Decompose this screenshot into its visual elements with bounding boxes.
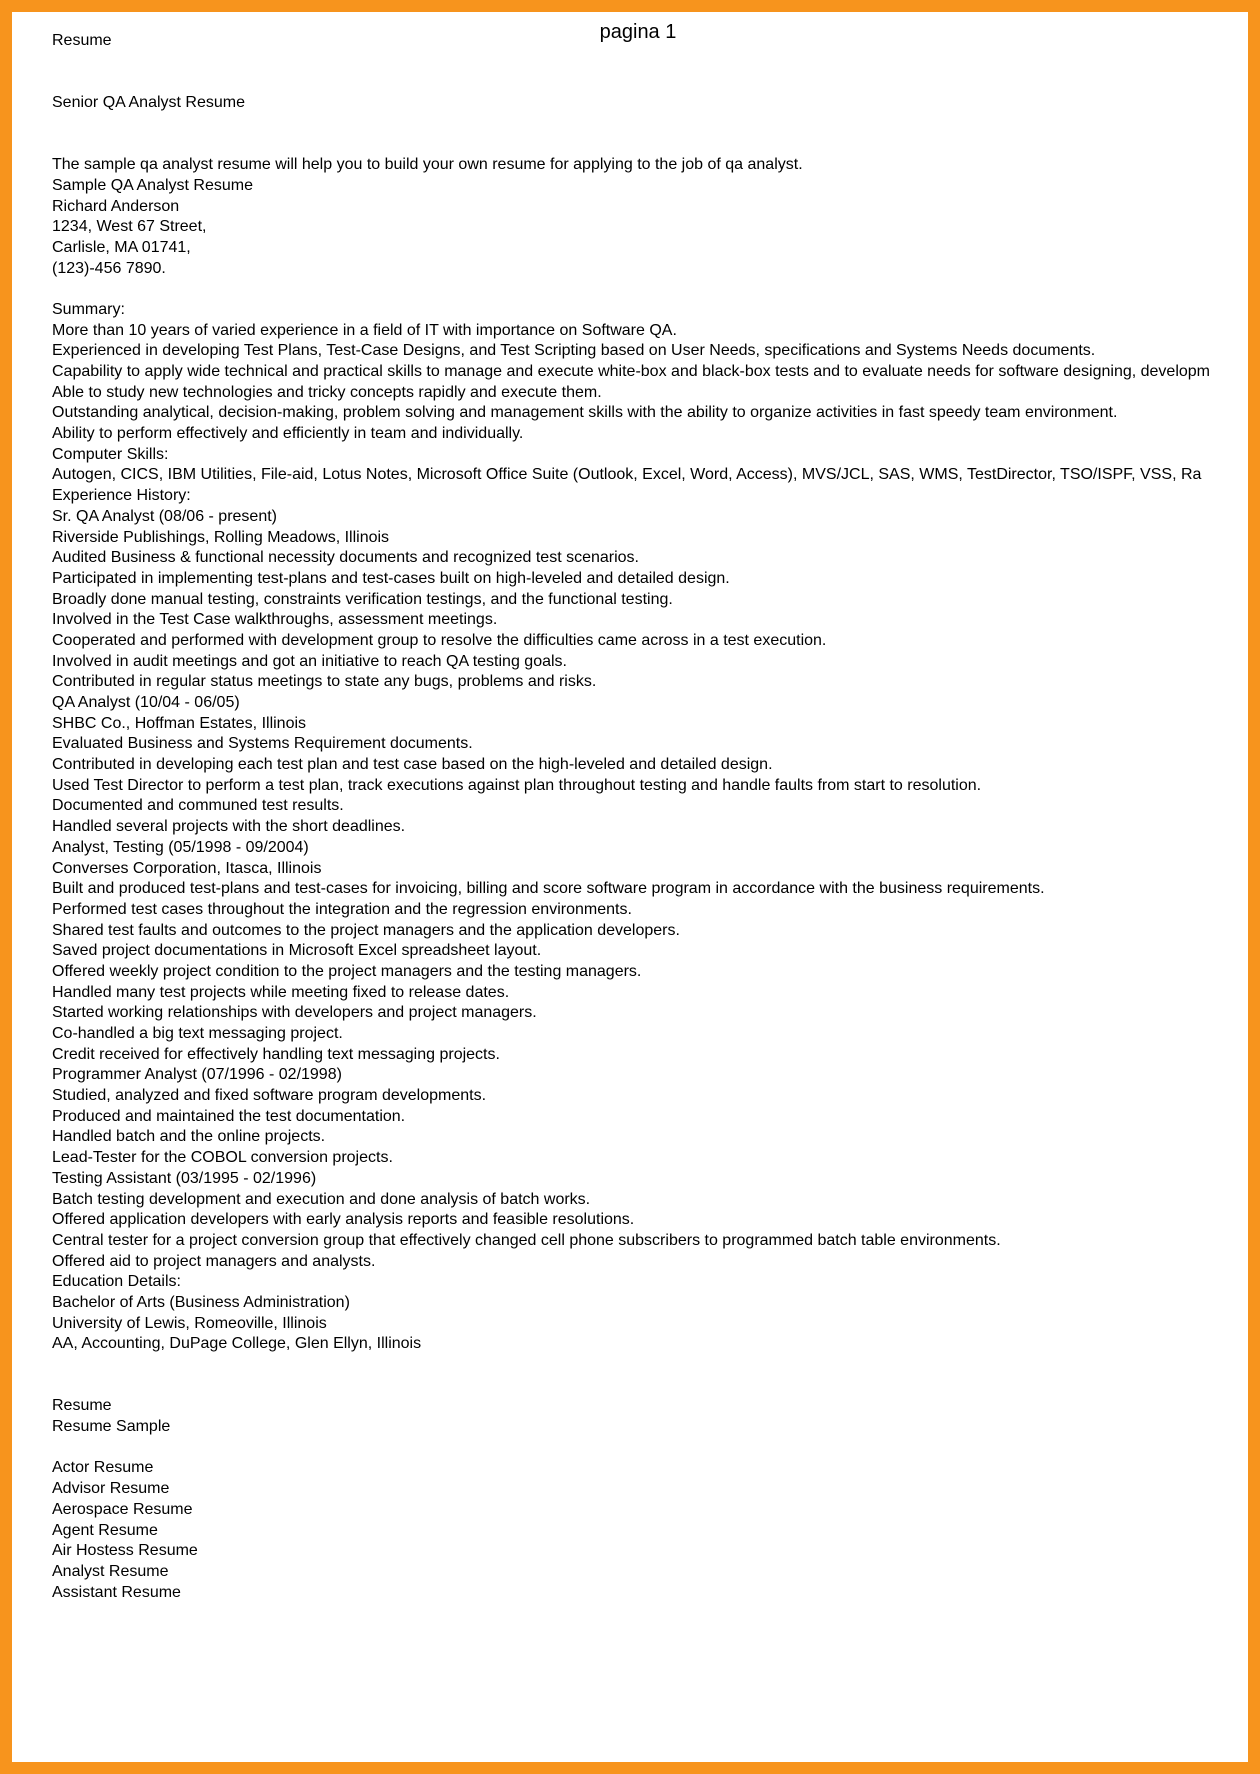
experience-line: Handled several projects with the short deadlines. xyxy=(52,818,406,836)
experience-line: Involved in audit meetings and got an initiative to reach QA testing goals. xyxy=(52,652,567,670)
education-section xyxy=(52,1272,1248,1355)
experience-line: Offered weekly project condition to the project managers and the testing managers. xyxy=(52,962,642,980)
experience-line: Testing Assistant (03/1995 - 02/1996) xyxy=(52,1169,317,1187)
document-title: Senior QA Analyst Resume xyxy=(52,94,245,112)
education-line: Bachelor of Arts (Business Administration) xyxy=(52,1293,350,1311)
summary-item: Capability to apply wide technical and practical skills to manage and execute white-box and black-box tests and to evaluate needs for software designing, developm xyxy=(52,363,1211,381)
experience-line: SHBC Co., Hoffman Estates, Illinois xyxy=(52,714,307,732)
resume-body xyxy=(52,31,1248,1603)
resume-label: Resume xyxy=(52,32,112,49)
footer-resume: Resume xyxy=(52,1397,112,1415)
sample-label: Sample QA Analyst Resume xyxy=(52,176,253,194)
footer-section xyxy=(52,1396,1248,1603)
experience-line: Sr. QA Analyst (08/06 - present) xyxy=(52,507,277,525)
address-street: 1234, West 67 Street, xyxy=(52,218,207,236)
summary-item: More than 10 years of varied experience in a field of IT with importance on Software QA. xyxy=(52,321,677,339)
experience-section xyxy=(52,486,1248,1272)
summary-item: Able to study new technologies and tricky concepts rapidly and execute them. xyxy=(52,383,602,401)
intro-description: The sample qa analyst resume will help you to build your own resume for applying to the job of qa analyst. xyxy=(52,156,803,174)
skills-heading: Computer Skills: xyxy=(52,445,169,463)
summary-item: Ability to perform effectively and efficiently in team and individually. xyxy=(52,425,524,443)
experience-line: Participated in implementing test-plans and test-cases built on high-leveled and detailed design. xyxy=(52,569,730,587)
footer-link-air-hostess-resume: Air Hostess Resume xyxy=(52,1542,198,1560)
experience-line: Handled batch and the online projects. xyxy=(52,1128,326,1146)
page-number: pagina 1 xyxy=(599,21,677,43)
experience-line: Offered aid to project managers and analysts. xyxy=(52,1252,376,1270)
experience-line: Contributed in regular status meetings to state any bugs, problems and risks. xyxy=(52,673,597,691)
experience-line: Credit received for effectively handling text messaging projects. xyxy=(52,1045,500,1063)
experience-line: Analyst, Testing (05/1998 - 09/2004) xyxy=(52,838,309,856)
experience-heading: Experience History: xyxy=(52,487,191,505)
experience-line: Broadly done manual testing, constraints verification testings, and the functional testing. xyxy=(52,590,673,608)
footer-link-aerospace-resume: Aerospace Resume xyxy=(52,1500,193,1518)
footer-link-advisor-resume: Advisor Resume xyxy=(52,1480,170,1498)
footer-link-assistant-resume: Assistant Resume xyxy=(52,1583,181,1601)
summary-section xyxy=(52,300,1248,445)
education-line: AA, Accounting, DuPage College, Glen Ellyn, Illinois xyxy=(52,1335,422,1353)
experience-line: Central tester for a project conversion group that effectively changed cell phone subscribers to programmed batch table environments. xyxy=(52,1231,1001,1249)
experience-line: Built and produced test-plans and test-cases for invoicing, billing and score software program in accordance with the business requirements. xyxy=(52,880,1045,898)
footer-link-actor-resume: Actor Resume xyxy=(52,1459,154,1477)
experience-line: Offered application developers with early analysis reports and feasible resolutions. xyxy=(52,1211,635,1229)
education-line: University of Lewis, Romeoville, Illinois xyxy=(52,1314,327,1332)
experience-line: Started working relationships with developers and project managers. xyxy=(52,1004,537,1022)
experience-line: Riverside Publishings, Rolling Meadows, Illinois xyxy=(52,528,390,546)
address-city: Carlisle, MA 01741, xyxy=(52,238,191,256)
experience-line: Saved project documentations in Microsoft Excel spreadsheet layout. xyxy=(52,942,542,960)
phone-number: (123)-456 7890. xyxy=(52,259,166,277)
summary-heading: Summary: xyxy=(52,300,125,318)
experience-line: Co-handled a big text messaging project. xyxy=(52,1025,343,1043)
experience-line: Studied, analyzed and fixed software program developments. xyxy=(52,1087,487,1105)
education-heading: Education Details: xyxy=(52,1273,181,1291)
skills-list: Autogen, CICS, IBM Utilities, File-aid, Lotus Notes, Microsoft Office Suite (Outlook, Excel, Word, Access), MVS/JCL, SAS, WMS, TestDirector, TSO/ISPF, VSS, Ra xyxy=(52,466,1202,484)
experience-line: Documented and communed test results. xyxy=(52,797,344,815)
experience-line: Handled many test projects while meeting fixed to release dates. xyxy=(52,983,510,1001)
footer-link-analyst-resume: Analyst Resume xyxy=(52,1562,169,1580)
experience-line: Shared test faults and outcomes to the project managers and the application developers. xyxy=(52,921,680,939)
experience-line: Involved in the Test Case walkthroughs, assessment meetings. xyxy=(52,611,498,629)
footer-link-agent-resume: Agent Resume xyxy=(52,1521,158,1539)
experience-line: Evaluated Business and Systems Requirement documents. xyxy=(52,735,473,753)
summary-item: Outstanding analytical, decision-making, problem solving and management skills with the ability to organize activities in fast speedy team environment. xyxy=(52,404,1118,422)
experience-line: Audited Business & functional necessity documents and recognized test scenarios. xyxy=(52,549,639,567)
experience-line: Lead-Tester for the COBOL conversion projects. xyxy=(52,1149,393,1167)
experience-line: Contributed in developing each test plan and test case based on the high-leveled and detailed design. xyxy=(52,756,773,774)
experience-line: Produced and maintained the test documentation. xyxy=(52,1107,406,1125)
experience-line: Batch testing development and execution and done analysis of batch works. xyxy=(52,1190,591,1208)
experience-line: Programmer Analyst (07/1996 - 02/1998) xyxy=(52,1066,342,1084)
candidate-name: Richard Anderson xyxy=(52,197,180,215)
summary-item: Experienced in developing Test Plans, Test-Case Designs, and Test Scripting based on User Needs, specifications and Systems Needs documents. xyxy=(52,342,1096,360)
footer-resume-sample: Resume Sample xyxy=(52,1418,171,1436)
experience-line: Converses Corporation, Itasca, Illinois xyxy=(52,859,322,877)
experience-line: Used Test Director to perform a test plan, track executions against plan throughout testing and handle faults from start to resolution. xyxy=(52,776,982,794)
experience-line: Performed test cases throughout the integration and the regression environments. xyxy=(52,900,632,918)
document-page xyxy=(12,12,1248,1762)
intro-section xyxy=(52,155,1248,279)
experience-line: Cooperated and performed with development group to resolve the difficulties came across in a test execution. xyxy=(52,631,827,649)
skills-section xyxy=(52,445,1248,486)
experience-line: QA Analyst (10/04 - 06/05) xyxy=(52,694,240,712)
